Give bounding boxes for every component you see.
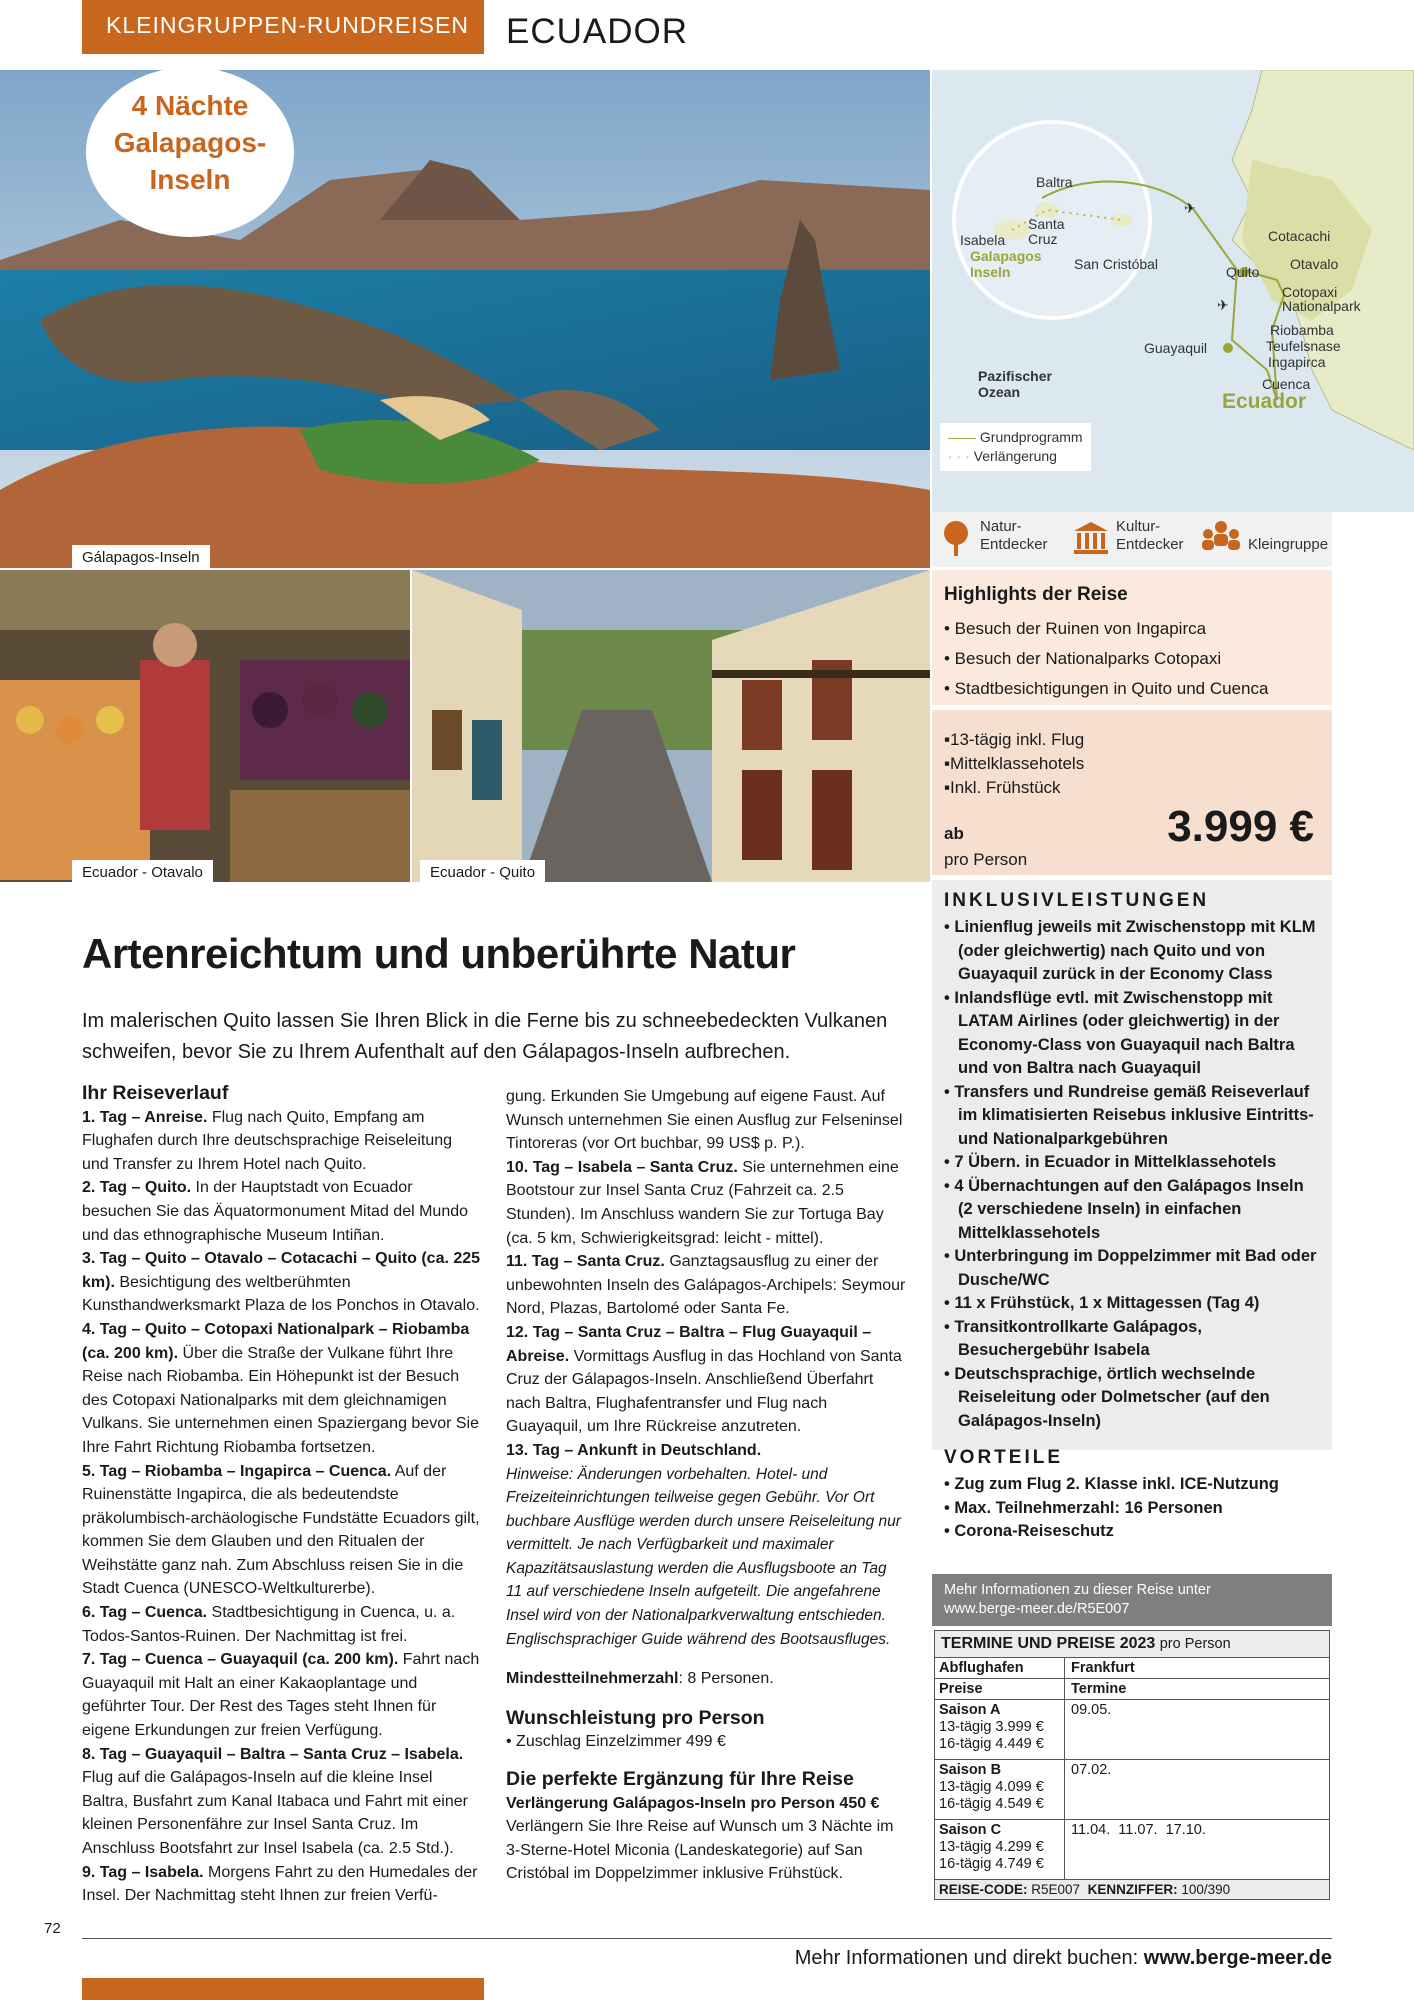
footer-url[interactable]: www.berge-meer.de [1143, 1947, 1332, 1969]
svg-text:✈: ✈ [1184, 200, 1196, 216]
price-feature: ▪Mittelklassehotels [944, 754, 1085, 773]
vorteil-item: • Corona-Reiseschutz [944, 1522, 1114, 1540]
price-feature: ▪13-tägig inkl. Flug [944, 730, 1085, 749]
legend-verlaengerung: Verlängerung [973, 448, 1057, 464]
map-label-santa: Santa [1028, 216, 1065, 232]
kultur-entdecker-label: Kultur- Entdecker [1116, 518, 1184, 553]
extension-title: Die perfekte Ergänzung für Ihre Reise [506, 1768, 854, 1791]
vorteil-item: • Max. Teilnehmerzahl: 16 Personen [944, 1498, 1223, 1517]
day-entry: 9. Tag – Isabela. Morgens Fahrt zu den Humedales der Insel. Der Nachmittag steht Ihnen zur freien Verfü- [82, 1863, 478, 1905]
map-label-galapagos: Galapagos [970, 248, 1042, 264]
optional-title: Wunschleistung pro Person [506, 1706, 765, 1729]
table-row: Saison B 13-tägig 4.099 € 16-tägig 4.549 € 07.02. [935, 1760, 1329, 1820]
table-header-row: Preise Termine [935, 1679, 1329, 1700]
inklusiv-item: • 7 Übern. in Ecuador in Mittelklassehotels [944, 1153, 1277, 1171]
day-entry: 7. Tag – Cuenca – Guayaquil (ca. 200 km). Fahrt nach Guayaquil mit Halt an einer Kakaoplantage und geführter Tour. Der Rest des Tages steht Ihnen für eigene Erkundungen zur freien Verfügung. [82, 1651, 480, 1740]
map-legend: —— Grundprogramm · · · Verlängerung [940, 423, 1091, 471]
quito-photo [412, 570, 930, 882]
natur-entdecker-label: Natur- Entdecker [980, 518, 1048, 553]
svg-text:✈: ✈ [1217, 297, 1229, 313]
inklusiv-item: • Transitkontrollkarte Galápagos, Besuchergebühr Isabela [944, 1317, 1202, 1359]
map-label-baltra: Baltra [1036, 174, 1073, 190]
inklusiv-item: • Linienflug jeweils mit Zwischenstopp mit KLM (oder gleichwertig) nach Quito und von Guayaquil zurück in der Economy Class [944, 918, 1316, 983]
table-title: TERMINE UND PREISE 2023 pro Person [935, 1631, 1329, 1658]
otavalo-photo [0, 570, 410, 882]
optional-item: • Zuschlag Einzelzimmer 499 € [506, 1733, 726, 1751]
map-label-cotacachi: Cotacachi [1268, 228, 1331, 244]
day-entry: 4. Tag – Quito – Cotopaxi Nationalpark – Riobamba (ca. 200 km). Über die Straße der Vulkane führt Ihre Reise nach Riobamba. Ein Höhepunkt ist der Besuch des Cotopaxi Nationalparks mit dem gleichnamigen Vulkans. Sie unternehmen einen Spaziergang bevor Sie Ihre Fahrt Richtung Riobamba fortsetzen. [82, 1320, 479, 1456]
extension-text: Verlängern Sie Ihre Reise auf Wunsch um 3 Nächte im 3-Sterne-Hotel Miconia (Landeskategorie) auf San Cristóbal im Doppelzimmer inklusive Frühstück. [506, 1818, 894, 1883]
badge-line-2: Galapagos- [113, 127, 267, 158]
price-per-person: pro Person [944, 850, 1028, 869]
inklusiv-item: • Unterbringung im Doppelzimmer mit Bad oder Dusche/WC [944, 1247, 1317, 1289]
vorteil-item: • Zug zum Flug 2. Klasse inkl. ICE-Nutzung [944, 1475, 1279, 1493]
map-label-riobamba: Riobamba [1270, 322, 1334, 338]
inklusiv-item: • Transfers und Rundreise gemäß Reiseverlauf im klimatisierten Reisebus inklusive Eintritts- und Nationalparkgebühren [944, 1082, 1314, 1148]
inklusiv-title: INKLUSIVLEISTUNGEN [944, 890, 1210, 911]
highlights-title: Highlights der Reise [944, 584, 1128, 605]
day-entry: 6. Tag – Cuenca. Stadtbesichtigung in Cuenca, u. a. Todos-Santos-Ruinen. Der Nachmittag ist frei. [82, 1604, 456, 1645]
more-info-url[interactable]: www.berge-meer.de/R5E007 [944, 1601, 1130, 1617]
highlight-item: • Besuch der Ruinen von Ingapirca [944, 619, 1207, 638]
map-label-ozean-1: Pazifischer [978, 368, 1052, 384]
map-label-ecuador: Ecuador [1222, 390, 1307, 413]
highlight-item: • Besuch der Nationalparks Cotopaxi [944, 649, 1222, 668]
country-title: ECUADOR [506, 12, 689, 51]
inklusiv-item: • 4 Übernachtungen auf den Galápagos Inseln (2 verschiedene Inseln) in einfachen Mittelklassehotels [944, 1176, 1304, 1242]
more-info-link[interactable] [932, 1574, 1332, 1626]
article-title: Artenreichtum und unberührte Natur [82, 930, 796, 977]
map-label-cuenca: Cuenca [1262, 376, 1311, 392]
map-label-ozean-2: Ozean [978, 384, 1021, 400]
day-entry: 2. Tag – Quito. In der Hauptstadt von Ecuador besuchen Sie das Äquatormonument Mitad del Mundo und das ethnographische Museum Intiñan. [82, 1179, 469, 1244]
day-entry-continued: gung. Erkunden Sie Umgebung auf eigene Faust. Auf Wunsch unternehmen Sie einen Ausflug zur Felseninsel Tintoreras (vor Ort buchbar, 99 US$ p. P.). [506, 1088, 903, 1153]
day-entry: 8. Tag – Guayaquil – Baltra – Santa Cruz – Isabela. Flug auf die Galápagos-Inseln auf die kleine Insel Baltra, Busfahrt zum Kanal Itabaca und Fahrt mit einer kleinen Personenfähre zur Insel Santa Cruz. Im Anschluss Bootsfahrt zur Insel Isabela (ca. 2.5 Std.). [82, 1745, 468, 1857]
table-row: Abflughafen Frankfurt [935, 1658, 1329, 1679]
map-label-isabela: Isabela [960, 232, 1006, 248]
footer-divider [82, 1938, 1332, 1939]
vorteile-title: VORTEILE [944, 1447, 1064, 1468]
itinerary-title: Ihr Reiseverlauf [82, 1082, 229, 1104]
price-feature: ▪Inkl. Frühstück [944, 778, 1061, 797]
min-participants: Mindestteilnehmerzahl: 8 Personen. [506, 1670, 774, 1688]
footer-text: Mehr Informationen und direkt buchen: www.berge-meer.de [794, 1947, 1332, 1969]
notes: Hinweise: Änderungen vorbehalten. Hotel- und Freizeiteinrichtungen teilweise gegen Gebühr. Vor Ort buchbare Ausflüge werden durch unsere Reiseleitung nur vermittelt. Je nach Verfügbarkeit und maximaler Kapazitätsauslastung werden die Ausflugsboote an Tag 11 auf verschiedene Inseln aufgeteilt. Die angefahrene Insel wird von der Nationalparkverwaltung entschieden. Englischsprachiger Guide während des Bootsausfluges. [506, 1465, 901, 1648]
photo-caption-galapagos: Gálapagos-Inseln [72, 545, 210, 570]
photo-caption-otavalo: Ecuador - Otavalo [72, 860, 213, 885]
legend-grundprogramm: Grundprogramm [979, 429, 1083, 445]
map-label-nationalpark: Nationalpark [1282, 298, 1361, 314]
price-box [932, 710, 1332, 875]
day-entry: 12. Tag – Santa Cruz – Baltra – Flug Guayaquil – Abreise. Vormittags Ausflug in das Hochland von Santa Cruz der Gálapagos-Inseln. Anschließend Überfahrt nach Baltra, Flughafentransfer und Flug nach Guayaquil, um Ihre Rückreise anzutreten. [506, 1323, 902, 1436]
map-label-guayaquil: Guayaquil [1144, 340, 1208, 356]
photo-caption-quito: Ecuador - Quito [420, 860, 545, 885]
itinerary-column-1 [82, 1082, 482, 1908]
map-label-cruz: Cruz [1028, 231, 1058, 247]
highlight-item: • Stadtbesichtigungen in Quito und Cuenca [944, 679, 1269, 698]
day-entry: 1. Tag – Anreise. Flug nach Quito, Empfang am Flughafen durch Ihre deutschsprachige Reiseleitung und Transfer zu Ihrem Hotel nach Quito. [82, 1108, 453, 1173]
map-label-ingapirca: Ingapirca [1268, 354, 1326, 370]
map-label-quito: Quito [1226, 264, 1260, 280]
more-info-text: Mehr Informationen zu dieser Reise unter [944, 1582, 1211, 1598]
nights-badge [86, 67, 294, 237]
day-entry: 13. Tag – Ankunft in Deutschland. [506, 1441, 762, 1459]
article-intro: Im malerischen Quito lassen Sie Ihren Blick in die Ferne bis zu schneebedeckten Vulkanen schweifen, bevor Sie zu Ihrem Aufenthalt auf den Gálapagos-Inseln aufbrechen. [82, 1010, 888, 1063]
map-label-san-cristobal: San Cristóbal [1074, 256, 1159, 272]
inklusiv-item: • 11 x Frühstück, 1 x Mittagessen (Tag 4) [944, 1294, 1260, 1312]
page-number: 72 [44, 1920, 61, 1937]
map-label-otavalo: Otavalo [1290, 256, 1339, 272]
inclusive-services [932, 880, 1332, 1540]
badge-line-1: 4 Nächte [131, 90, 249, 121]
highlights-box [932, 570, 1332, 705]
map-label-teufelsnase: Teufelsnase [1266, 338, 1341, 354]
travel-type-icons [932, 512, 1332, 567]
group-icon [1200, 520, 1242, 554]
table-row: Saison A 13-tägig 3.999 € 16-tägig 4.449 € 09.05. [935, 1700, 1329, 1760]
badge-line-3: Inseln [149, 164, 231, 195]
map-label-cotopaxi: Cotopaxi [1282, 284, 1338, 300]
price-amount: 3.999 € [1167, 802, 1314, 851]
dates-prices-table [934, 1630, 1330, 1900]
category-tag: KLEINGRUPPEN-RUNDREISEN [82, 0, 484, 54]
day-entry: 5. Tag – Riobamba – Ingapirca – Cuenca. Auf der Ruinenstätte Ingapirca, die als bedeutendste präkolumbisch-archäologische Fundstätte Ecuadors gilt, kommen Sie dem Glauben und den Ritualen der Weihstätte ganz nah. Zum Abschluss reisen Sie in die Stadt Cuenca (UNESCO-Weltkulturerbe). [82, 1462, 480, 1598]
table-row: Saison C 13-tägig 4.299 € 16-tägig 4.749 € 11.04. 11.07. 17.10. [935, 1820, 1329, 1880]
footer-bar [82, 1978, 484, 2000]
day-entry: 3. Tag – Quito – Otavalo – Cotacachi – Quito (ca. 225 km). Besichtigung des weltberühmten Kunsthandwerksmarkt Plaza de los Ponchos in Otavalo. [82, 1250, 481, 1315]
route-map [932, 70, 1414, 512]
map-label-inseln: Inseln [970, 264, 1011, 280]
inklusiv-item: • Inlandsflüge evtl. mit Zwischenstopp mit LATAM Airlines (oder gleichwertig) in der Economy-Class von Guayaquil nach Baltra und von Baltra nach Guayaquil [944, 988, 1295, 1077]
day-entry: 10. Tag – Isabela – Santa Cruz. Sie unternehmen eine Bootstour zur Insel Santa Cruz (Fahrzeit ca. 2.5 Stunden). Im Anschluss wandern Sie zur Tortuga Bay (ca. 5 km, Schwierigkeitsgrad: leicht - mittel). [506, 1158, 899, 1247]
temple-icon [1074, 522, 1108, 554]
table-footer: REISE-CODE: R5E007 KENNZIFFER: 100/390 [935, 1880, 1329, 1899]
itinerary-column-2 [506, 1085, 906, 1886]
inklusiv-item: • Deutschsprachige, örtlich wechselnde Reiseleitung oder Dolmetscher (auf den Galápagos-Inseln) [944, 1364, 1270, 1430]
kleingruppe-label: Kleingruppe [1248, 536, 1329, 553]
day-entry: 11. Tag – Santa Cruz. Ganztagsausflug zu einer der unbewohnten Inseln des Galápagos-Archipels: Seymour Nord, Plazas, Bartolomé oder Santa Fe. [506, 1253, 906, 1318]
extension-subtitle: Verlängerung Galápagos-Inseln pro Person 450 € [506, 1794, 880, 1812]
price-ab: ab [944, 824, 964, 843]
tree-icon [942, 520, 970, 558]
